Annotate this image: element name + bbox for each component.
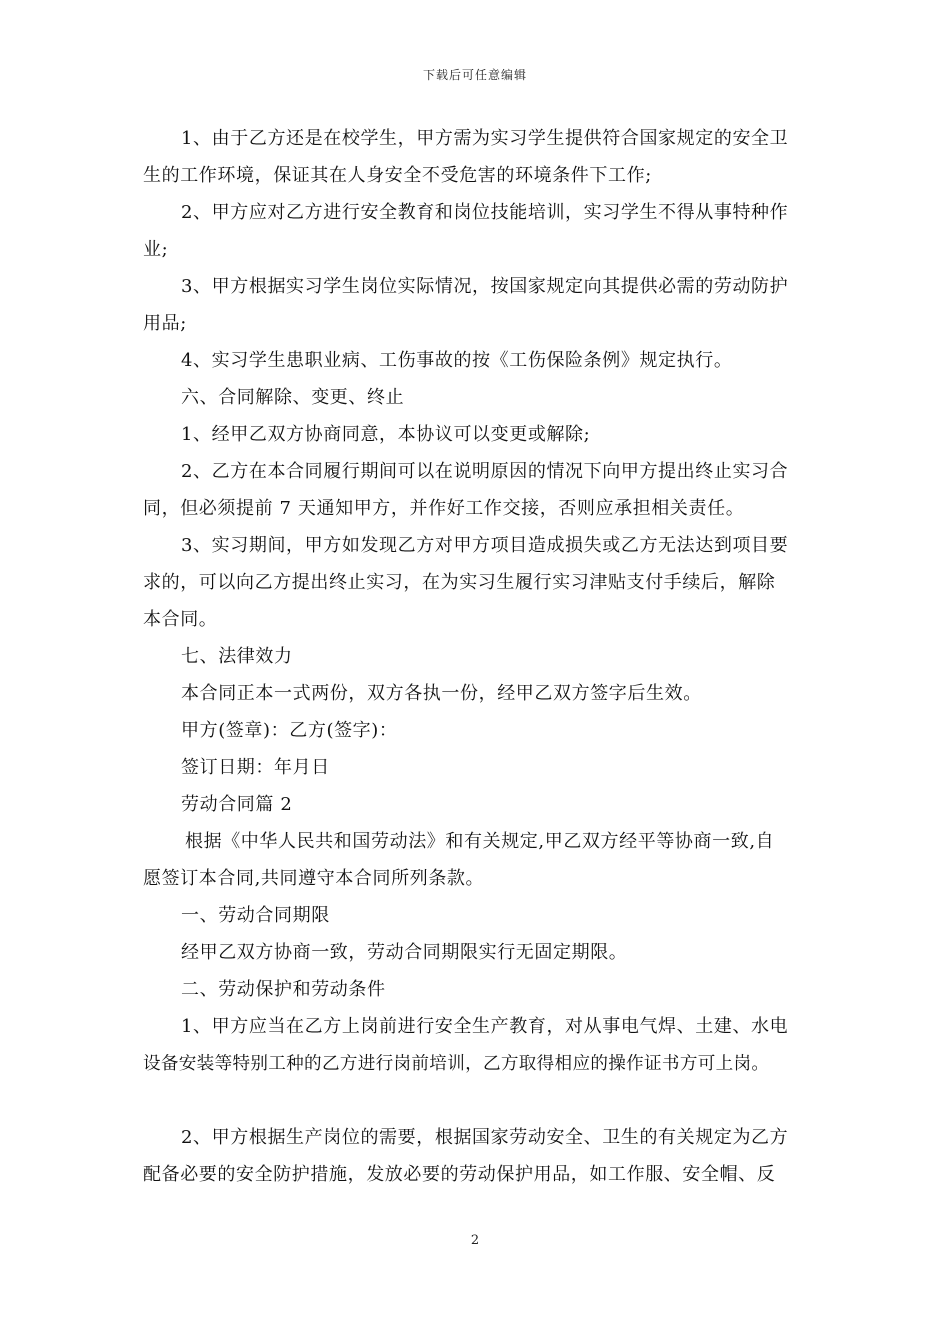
paragraph-line: 3、实习期间，甲方如发现乙方对甲方项目造成损失或乙方无法达到项目要 [181,535,789,556]
date-line: 签订日期：年月日 [181,757,330,778]
paragraph-line: 设备安装等特别工种的乙方进行岗前培训，乙方取得相应的操作证书方可上岗。 [143,1054,770,1074]
paragraph-line: 愿签订本合同,共同遵守本合同所列条款。 [143,868,485,889]
paragraph-line: 2、甲方根据生产岗位的需要，根据国家劳动安全、卫生的有关规定为乙方 [181,1127,789,1148]
paragraph-line: 用品; [143,313,187,334]
signature-line: 甲方(签章)：乙方(签字)： [181,720,398,741]
paragraph-line: 配备必要的安全防护措施，发放必要的劳动保护用品，如工作服、安全帽、反 [143,1164,776,1185]
paragraph-line: 求的，可以向乙方提出终止实习，在为实习生履行实习津贴支付手续后，解除 [143,572,776,593]
paragraph-line: 1、由于乙方还是在校学生，甲方需为实习学生提供符合国家规定的安全卫 [181,128,789,149]
paragraph-line: 2、甲方应对乙方进行安全教育和岗位技能培训，实习学生不得从事特种作 [181,202,789,223]
paragraph-line: 2、乙方在本合同履行期间可以在说明原因的情况下向甲方提出终止实习合 [181,461,789,482]
paragraph-line: 本合同。 [143,609,218,630]
paragraph-line: 同，但必须提前 7 天通知甲方，并作好工作交接，否则应承担相关责任。 [143,498,745,519]
section-heading: 七、法律效力 [181,646,293,667]
section-heading: 一、劳动合同期限 [181,905,330,926]
section-heading: 六、合同解除、变更、终止 [181,387,405,408]
paragraph-line: 生的工作环境，保证其在人身安全不受危害的环境条件下工作; [143,165,652,186]
page-number: 2 [470,1233,480,1248]
paragraph-line: 业; [143,239,169,260]
header-note: 下载后可任意编辑 [422,68,527,82]
paragraph-line: 1、经甲乙双方协商同意，本协议可以变更或解除; [181,424,591,445]
paragraph-line: 4、实习学生患职业病、工伤事故的按《工伤保险条例》规定执行。 [181,350,733,371]
paragraph-line: 经甲乙双方协商一致，劳动合同期限实行无固定期限。 [181,942,628,963]
paragraph-line: 本合同正本一式两份，双方各执一份，经甲乙双方签字后生效。 [181,683,702,704]
paragraph-line: 3、甲方根据实习学生岗位实际情况，按国家规定向其提供必需的劳动防护 [181,276,789,297]
paragraph-line: 1、甲方应当在乙方上岗前进行安全生产教育，对从事电气焊、土建、水电 [181,1016,789,1037]
section-heading: 二、劳动保护和劳动条件 [181,979,386,1000]
paragraph-line: 根据《中华人民共和国劳动法》和有关规定,甲乙双方经平等协商一致,自 [185,831,775,852]
section-title: 劳动合同篇 2 [181,794,293,815]
